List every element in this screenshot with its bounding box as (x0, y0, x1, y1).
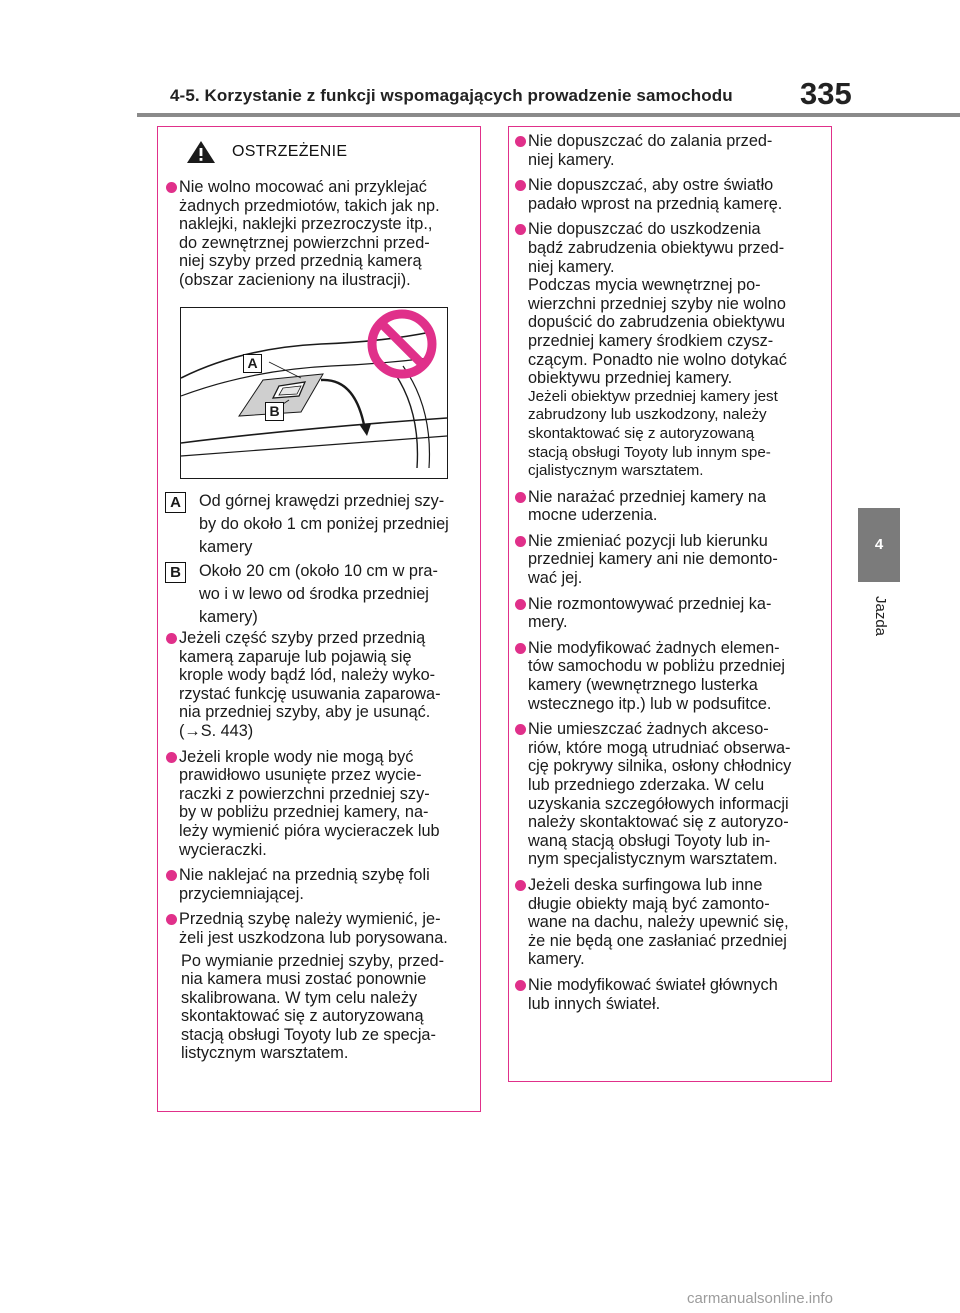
list-item (514, 595, 828, 632)
list-item-text: Nie modyfikować żadnych elemen- tów samochodu w pobliżu przedniej kamery (wewnętrznego lusterka wstecznego itp.) lub w podsufitce. (528, 638, 786, 713)
list-item-text: Nie rozmontowywać przedniej ka- mery. (528, 594, 772, 632)
definition-b-key: B (165, 562, 186, 583)
list-item-text: Przednią szybę należy wymienić, je- żeli jest uszkodzona lub porysowana. (179, 910, 448, 947)
header-divider (137, 113, 960, 117)
list-item (165, 910, 477, 947)
bullet-icon (515, 980, 526, 991)
list-item (514, 876, 828, 969)
warning-list (165, 629, 477, 1063)
bullet-icon (515, 643, 526, 654)
chapter-label-text: Jazda (872, 596, 889, 637)
definition-b-text: Około 20 cm (około 10 cm w pra- wo i w lewo od środka przedniej kamery) (199, 562, 438, 626)
list-item-text: Jeżeli część szyby przed przednią kamerą zaparuje lub pojawią się krople wody bądź lód, należy wyko- rzystać funkcję usuwania zaparowa- nia przedniej szyby, aby je usunąć. (→S. 443) (179, 629, 441, 740)
list-item-text: Nie wolno mocować ani przyklejać żadnych przedmiotów, takich jak np. naklejki, naklejki przezroczyste itp., do zewnętrznej powierzchni przed- niej szyby przed przednią kamerą (obszar zacieniony na ilustracji). (179, 178, 440, 289)
bullet-icon (515, 492, 526, 503)
warning-title-text: OSTRZEŻENIE (232, 143, 348, 160)
list-item (514, 176, 828, 213)
list-item (165, 866, 477, 903)
bullet-icon (166, 182, 177, 193)
list-item (514, 976, 828, 1013)
bullet-icon (515, 724, 526, 735)
definition-b (165, 560, 477, 632)
list-item (514, 132, 828, 169)
list-item-text: Nie dopuszczać, aby ostre światło padało wprost na przednią kamerę. (528, 176, 783, 213)
list-item-text: Nie modyfikować świateł głównych lub innych świateł. (528, 975, 778, 1013)
list-item-text: Nie narażać przedniej kamery na mocne uderzenia. (528, 487, 767, 525)
list-item-text: Nie naklejać na przednią szybę foli przyciemniającej. (179, 866, 430, 903)
footer-watermark: carmanualsonline.info (687, 1290, 833, 1307)
bullet-icon (515, 180, 526, 191)
windshield-drawing (181, 308, 447, 478)
list-item (514, 488, 828, 525)
list-item (165, 629, 477, 741)
definition-a (165, 490, 477, 562)
illustration-label-a: A (243, 354, 262, 373)
bullet-icon (166, 870, 177, 881)
definition-a-key: A (165, 492, 186, 513)
bullet-icon (166, 914, 177, 925)
page-header-title: 4-5. Korzystanie z funkcji wspomagających prowadzenie samochodu (170, 86, 733, 105)
warning-intro (165, 178, 477, 297)
list-item-text: Nie umieszczać żadnych akceso- riów, które mogą utrudniać obserwa- cję pokrywy silnika, osłony chłodnicy lub przedniego zderzaka. W celu uzyskania szczegółowych informacji należy skontaktować się z autoryzo- waną stacją obsługi Toyoty lub in- nym specjalistycznym warsztatem. (528, 720, 792, 869)
list-item (514, 220, 828, 387)
list-item-text: Nie dopuszczać do uszkodzenia bądź zabrudzenia obiektywu przed- niej kamery. Podczas mycia wewnętrznej po- wierzchni przedniej szyby nie wolno dopuścić do zabrudzenia obiektywu przedniej kamery środkiem czysz- czącym. Ponadto nie wolno dotykać obiektywu przedniej kamery. (528, 220, 787, 388)
bullet-icon (515, 224, 526, 235)
list-item-text: Nie zmieniać pozycji lub kierunku przedniej kamery ani nie demonto- wać jej. (528, 531, 778, 588)
calibration-note: Po wymianie przedniej szyby, przed- nia kamera musi zostać ponownie skalibrowana. W tym celu należy skontaktować się z autoryzowaną stacją obsługi Toyoty lub ze specja- listycznym warsztatem. (181, 951, 445, 1063)
windshield-illustration (180, 307, 448, 479)
list-item-note: Jeżeli obiektyw przedniej kamery jest zabrudzony lub uszkodzony, należy skontaktować się z autoryzowaną stacją obsługi Toyoty lub innym spe- cjalistycznym warsztatem. (528, 387, 778, 480)
list-item (165, 748, 477, 860)
bullet-icon (166, 752, 177, 763)
illustration-label-b: B (265, 402, 284, 421)
bullet-icon (515, 136, 526, 147)
bullet-icon (515, 536, 526, 547)
list-item-text: Jeżeli deska surfingowa lub inne długie obiekty mają być zamonto- wane na dachu, należy upewnić się, że nie będą one zasłaniać przedniej kamery. (528, 875, 789, 969)
bullet-icon (166, 633, 177, 644)
chapter-tab[interactable]: 4 (858, 508, 900, 582)
list-item-text: Nie dopuszczać do zalania przed- niej kamery. (528, 132, 773, 169)
list-item-text: Jeżeli krople wody nie mogą być prawidłowo usunięte przez wycie- raczki z powierzchni przedniej szy- by w pobliżu przedniej kamery, na- leży wymienić pióra wycieraczek lub wycieraczki. (179, 747, 440, 859)
warning-list-continued (514, 132, 828, 1020)
chapter-label (862, 596, 902, 656)
page-number: 335 (800, 76, 852, 111)
warning-triangle-icon (186, 140, 216, 164)
bullet-icon (515, 599, 526, 610)
list-item (514, 532, 828, 588)
list-item (165, 178, 477, 290)
warning-title (170, 137, 468, 165)
list-item (514, 639, 828, 713)
bullet-icon (515, 880, 526, 891)
definition-a-text: Od górnej krawędzi przedniej szy- by do około 1 cm poniżej przedniej kamery (199, 492, 449, 556)
list-item (514, 720, 828, 869)
